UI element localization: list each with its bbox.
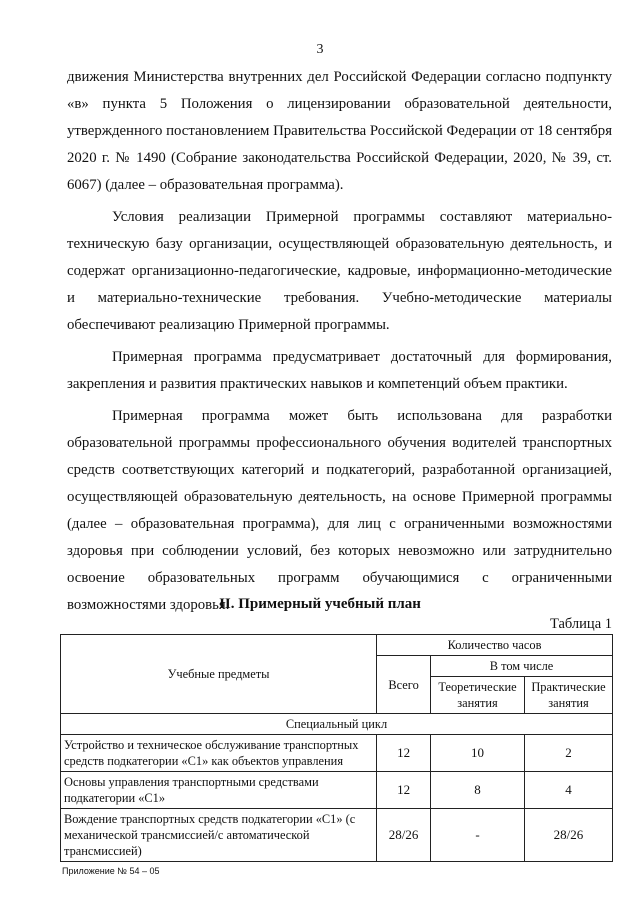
practice-cell: 2 bbox=[524, 735, 612, 772]
footer-annex-label: Приложение № 54 – 05 bbox=[62, 866, 160, 876]
page-number: 3 bbox=[316, 42, 324, 57]
table-row bbox=[61, 809, 613, 862]
header-including: В том числе bbox=[431, 656, 613, 677]
table-row bbox=[61, 735, 613, 772]
table-caption: Таблица 1 bbox=[549, 616, 612, 632]
body-text bbox=[67, 64, 612, 619]
curriculum-table bbox=[60, 634, 613, 862]
section-title: II. Примерный учебный план bbox=[219, 596, 421, 612]
theory-cell: 8 bbox=[431, 772, 525, 809]
subject-cell: Устройство и техническое обслуживание транспортных средств подкатегории «C1» как объектов управления bbox=[61, 735, 377, 772]
header-total: Всего bbox=[377, 656, 431, 714]
paragraph: Условия реализации Примерной программы составляют материально-техническую базу организации, осуществляющей образовательную деятельность, и содержат организационно-педагогические, кадровые, информационно-методические и материально-технические требования. Учебно-методические материалы обеспечивают реализацию Примерной программы. bbox=[67, 209, 612, 333]
table-row bbox=[61, 772, 613, 809]
total-cell: 12 bbox=[377, 735, 431, 772]
total-cell: 12 bbox=[377, 772, 431, 809]
theory-cell: - bbox=[431, 809, 525, 862]
paragraph: движения Министерства внутренних дел Российской Федерации согласно подпункту «в» пункта 5 Положения о лицензировании образовательной деятельности, утвержденного постановлением Правительства Российской Федерации от 18 сентября 2020 г. № 1490 (Собрание законодательства Российской Федерации, 2020, № 39, ст. 6067) (далее – образовательная программа). bbox=[67, 69, 613, 193]
header-hours: Количество часов bbox=[377, 635, 613, 656]
paragraph: Примерная программа может быть использована для разработки образовательной программы профессионального обучения водителей транспортных средств соответствующих категорий и подкатегорий, разработанной организацией, осуществляющей образовательную деятельность, на основе Примерной программы (далее – образовательная программа), для лиц с ограниченными возможностями здоровья при соблюдении условий, без которых невозможно или затруднительно освоение образовательных программ обучающимися с ограниченными возможностями здоровья. bbox=[67, 408, 612, 613]
table-header-row bbox=[61, 635, 613, 656]
paragraph: Примерная программа предусматривает достаточный для формирования, закрепления и развития практических навыков и компетенций объем практики. bbox=[67, 349, 612, 392]
subject-cell: Вождение транспортных средств подкатегории «C1» (с механической трансмиссией/с автоматической трансмиссией) bbox=[61, 809, 377, 862]
header-practice: Практические занятия bbox=[524, 677, 612, 714]
theory-cell: 10 bbox=[431, 735, 525, 772]
table-section-row bbox=[61, 714, 613, 735]
section-cycle: Специальный цикл bbox=[61, 714, 613, 735]
header-theory: Теоретические занятия bbox=[431, 677, 525, 714]
subject-cell: Основы управления транспортными средствами подкатегории «C1» bbox=[61, 772, 377, 809]
practice-cell: 4 bbox=[524, 772, 612, 809]
practice-cell: 28/26 bbox=[524, 809, 612, 862]
header-subjects: Учебные предметы bbox=[61, 635, 377, 714]
total-cell: 28/26 bbox=[377, 809, 431, 862]
